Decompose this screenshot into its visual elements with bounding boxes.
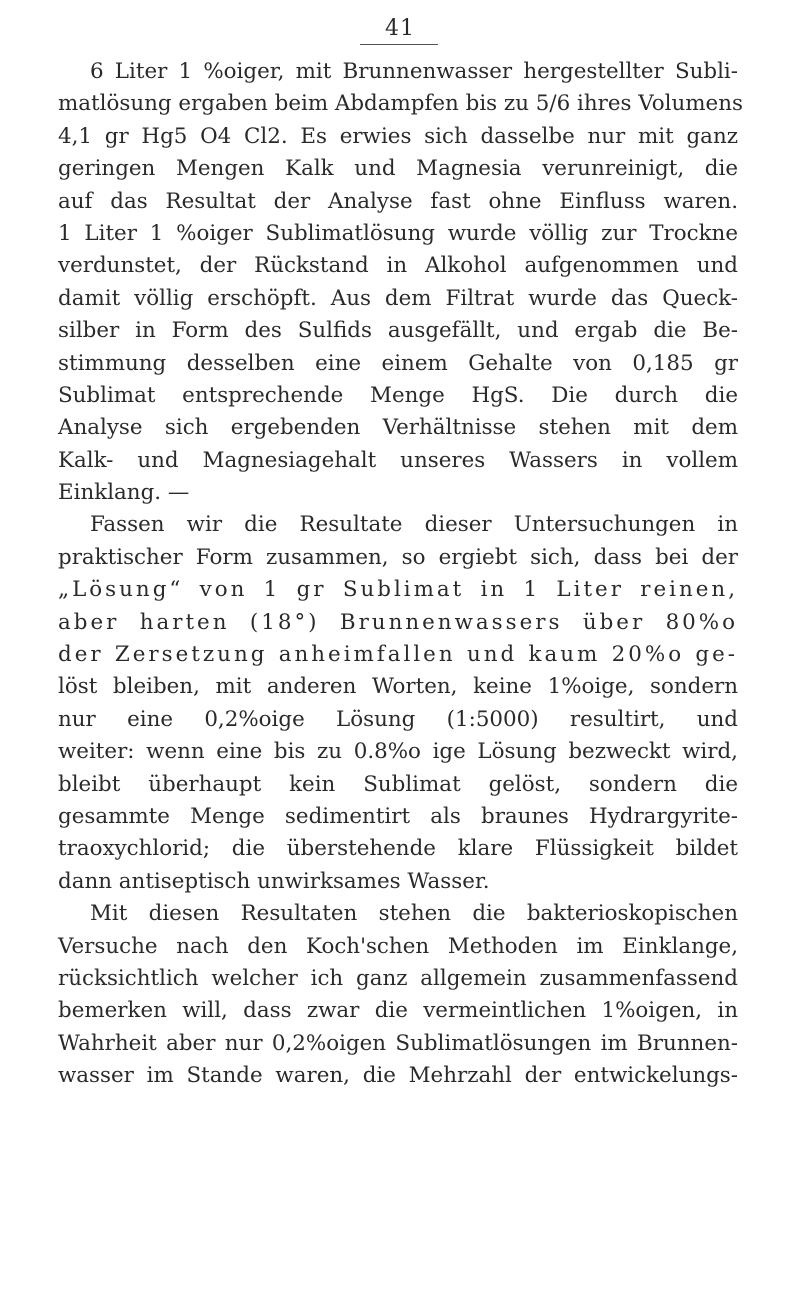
text-line: aber harten (18°) Brunnenwassers über 80%o [58,609,738,635]
body-text [58,56,743,1093]
text-line: gesammte Menge sedimentirt als braunes Hydrargyrite- [58,803,738,829]
text-line: 4,1 gr Hg5 O4 Cl2. Es erwies sich dasselbe nur mit ganz [58,123,738,149]
page-number: 41 [385,16,415,41]
text-line: silber in Form des Sulfids ausgefällt, und ergab die Be- [58,318,738,344]
text-line: dann antiseptisch unwirksames Wasser. [58,868,490,894]
text-line: 1 Liter 1 %oiger Sublimatlösung wurde völlig zur Trockne [58,220,738,246]
text-line: 6 Liter 1 %oiger, mit Brunnenwasser hergestellter Subli- [90,59,738,84]
text-line: Kalk- und Magnesiagehalt unseres Wassers in vollem [58,447,738,473]
text-line: löst bleiben, mit anderen Worten, keine 1%oige, sondern [58,674,738,700]
page-number-rule [360,44,438,45]
text-line: Analyse sich ergebenden Verhältnisse stehen mit dem [58,415,738,441]
text-line: „Lösung“ von 1 gr Sublimat in 1 Liter reinen, [58,577,738,603]
text-line: damit völlig erschöpft. Aus dem Filtrat wurde das Queck- [58,285,738,311]
text-line: Sublimat entsprechende Menge HgS. Die durch die [58,382,738,408]
text-line: verdunstet, der Rückstand in Alkohol aufgenommen und [58,253,738,279]
text-line: Mit diesen Resultaten stehen die bakterioskopischen [90,901,738,927]
text-line: bleibt überhaupt kein Sublimat gelöst, sondern die [58,771,738,797]
text-line: weiter: wenn eine bis zu 0.8%o ige Lösung bezweckt wird, [58,739,738,765]
text-line: rücksichtlich welcher ich ganz allgemein zusammenfassend [58,965,738,991]
text-line: nur eine 0,2%oige Lösung (1:5000) resultirt, und [58,706,738,732]
text-line: Versuche nach den Koch'schen Methoden im Einklange, [58,933,738,959]
text-line: wasser im Stande waren, die Mehrzahl der entwickelungs- [58,1063,738,1089]
text-line: traoxychlorid; die überstehende klare Flüssigkeit bildet [58,836,738,862]
text-line: Wahrheit aber nur 0,2%oigen Sublimatlösungen im Brunnen- [58,1030,738,1056]
text-line: auf das Resultat der Analyse fast ohne Einfluss waren. [58,188,738,214]
text-line: Einklang. — [58,480,190,506]
text-line: praktischer Form zusammen, so ergiebt sich, dass bei der [58,544,738,570]
text-line: matlösung ergaben beim Abdampfen bis zu 5/6 ihres Volumens [58,91,743,117]
text-line: Fassen wir die Resultate dieser Untersuchungen in [90,512,738,538]
text-line: der Zersetzung anheimfallen und kaum 20%o ge- [58,642,738,668]
text-line: stimmung desselben eine einem Gehalte von 0,185 gr [58,350,738,376]
text-line: bemerken will, dass zwar die vermeintlichen 1%oigen, in [58,998,738,1024]
text-line: geringen Mengen Kalk und Magnesia verunreinigt, die [58,156,738,182]
